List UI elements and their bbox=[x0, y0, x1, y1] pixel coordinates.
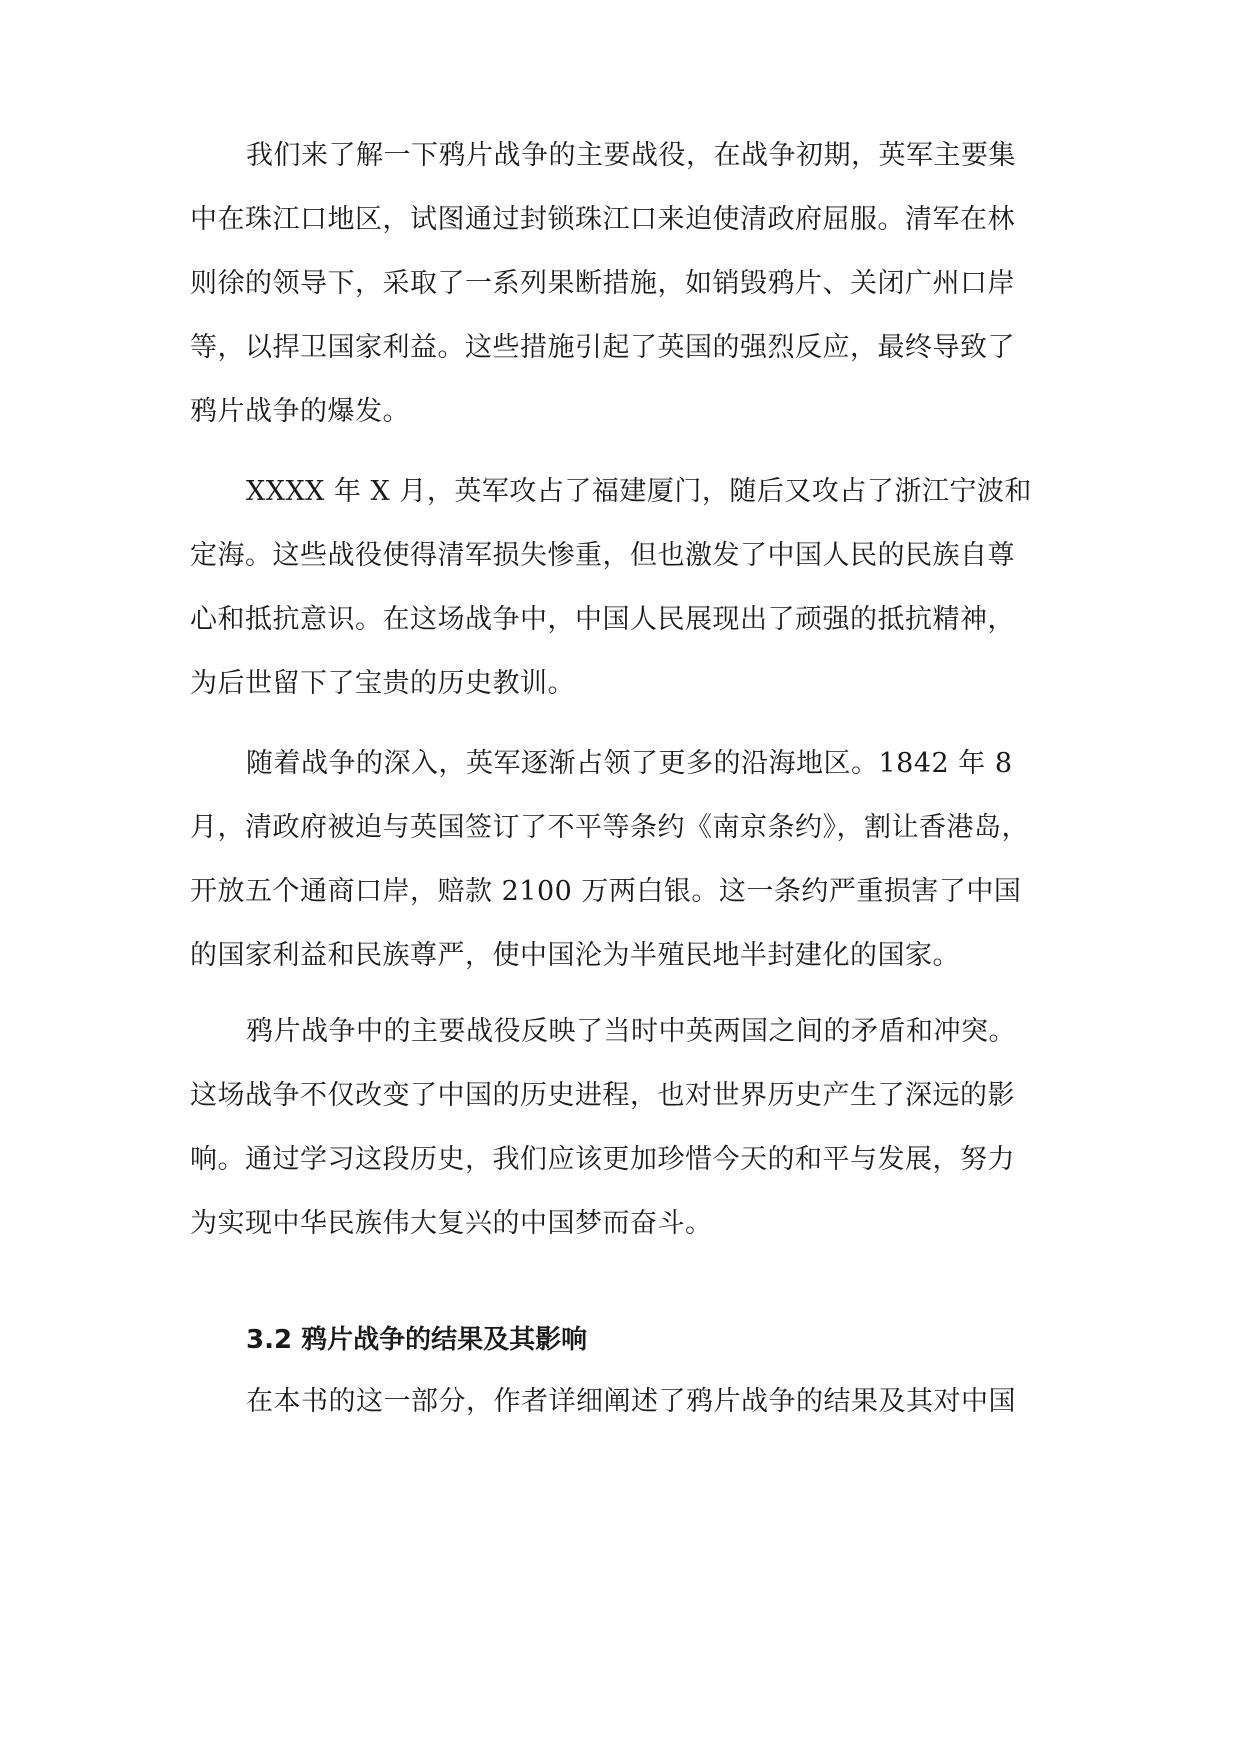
paragraph-3-line-1: 随着战争的深入，英军逐渐占领了更多的沿海地区。1842 年 8 bbox=[246, 748, 1013, 779]
paragraph-4-line-4: 为实现中华民族伟大复兴的中国梦而奋斗。 bbox=[190, 1208, 713, 1239]
paragraph-1-line-5: 鸦片战争的爆发。 bbox=[190, 396, 410, 427]
paragraph-1-line-2: 中在珠江口地区，试图通过封锁珠江口来迫使清政府屈服。清军在林 bbox=[190, 204, 1015, 235]
paragraph-3-line-4: 的国家利益和民族尊严，使中国沦为半殖民地半封建化的国家。 bbox=[190, 940, 960, 971]
paragraph-2-line-4: 为后世留下了宝贵的历史教训。 bbox=[190, 668, 575, 699]
paragraph-1-line-1: 我们来了解一下鸦片战争的主要战役，在战争初期，英军主要集 bbox=[246, 140, 1016, 171]
paragraph-2-line-1: XXXX 年 X 月，英军攻占了福建厦门，随后又攻占了浙江宁波和 bbox=[246, 476, 1032, 507]
final-paragraph-line-1: 在本书的这一部分，作者详细阐述了鸦片战争的结果及其对中国 bbox=[246, 1386, 1016, 1417]
paragraph-1-line-3: 则徐的领导下，采取了一系列果断措施，如销毁鸦片、关闭广州口岸 bbox=[190, 268, 1015, 299]
paragraph-4-line-3: 响。通过学习这段历史，我们应该更加珍惜今天的和平与发展，努力 bbox=[190, 1144, 1015, 1175]
section-heading: 3.2 鸦片战争的结果及其影响 bbox=[246, 1325, 588, 1355]
paragraph-1-line-4: 等，以捍卫国家利益。这些措施引起了英国的强烈反应，最终导致了 bbox=[190, 332, 1015, 363]
paragraph-3-line-2: 月，清政府被迫与英国签订了不平等条约《南京条约》，割让香港岛， bbox=[190, 812, 1029, 843]
paragraph-2-line-3: 心和抵抗意识。在这场战争中，中国人民展现出了顽强的抵抗精神， bbox=[190, 604, 1015, 635]
paragraph-4-line-2: 这场战争不仅改变了中国的历史进程，也对世界历史产生了深远的影 bbox=[190, 1080, 1015, 1111]
paragraph-2-line-2: 定海。这些战役使得清军损失惨重，但也激发了中国人民的民族自尊 bbox=[190, 540, 1015, 571]
paragraph-3-line-3: 开放五个通商口岸，赔款 2100 万两白银。这一条约严重损害了中国 bbox=[190, 876, 1022, 907]
paragraph-4-line-1: 鸦片战争中的主要战役反映了当时中英两国之间的矛盾和冲突。 bbox=[246, 1016, 1016, 1047]
